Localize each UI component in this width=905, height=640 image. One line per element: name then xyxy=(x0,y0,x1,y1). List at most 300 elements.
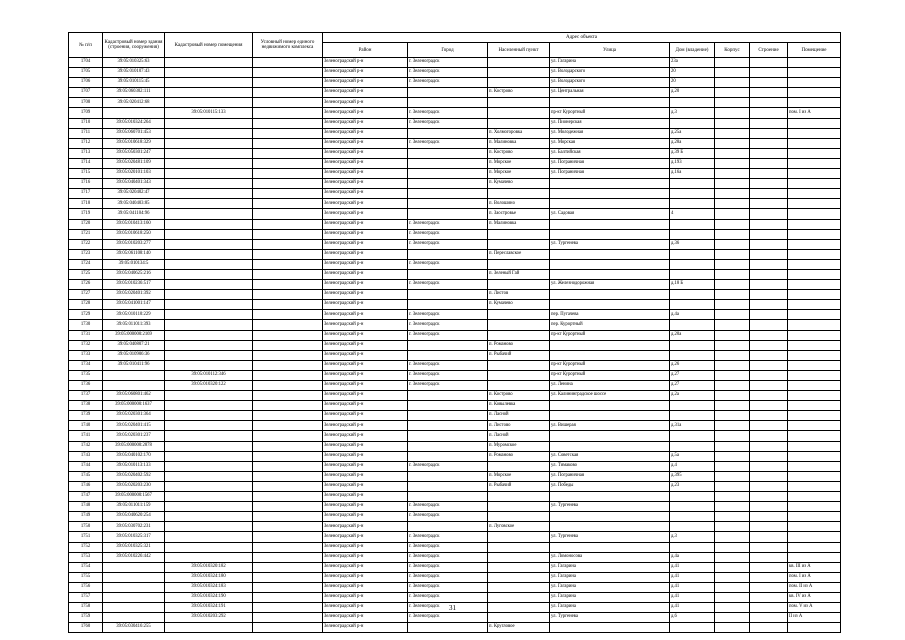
cell-district: Зеленоградский р-н xyxy=(323,189,408,199)
cell-city: г. Зеленоградск xyxy=(408,330,488,340)
cell-district: Зеленоградский р-н xyxy=(323,118,408,128)
cell-house: д.41 xyxy=(670,572,715,582)
cell-street: ул. Гагарина xyxy=(550,592,670,602)
table-row xyxy=(69,502,841,512)
cell-house: д.23 xyxy=(670,481,715,491)
cell-pomeschenie xyxy=(788,98,841,108)
cell-korpus xyxy=(715,492,750,502)
table-row xyxy=(69,68,841,78)
cell-pomeschenie xyxy=(788,421,841,431)
cell-korpus xyxy=(715,542,750,552)
cell-street: пр-кт Курортный xyxy=(550,330,670,340)
table-header xyxy=(69,33,841,58)
cell-settlement xyxy=(488,239,550,249)
cell-house: д.41 xyxy=(670,592,715,602)
cell-kad-room xyxy=(165,128,253,138)
cell-street: ул. Железнодорожная xyxy=(550,280,670,290)
cell-city xyxy=(408,128,488,138)
cell-district: Зеленоградский р-н xyxy=(323,179,408,189)
cell-stroenie xyxy=(750,552,788,562)
cell-num: 1738 xyxy=(69,401,103,411)
cell-pomeschenie xyxy=(788,88,841,98)
cell-num: 1758 xyxy=(69,603,103,613)
cell-cond-num xyxy=(253,128,323,138)
cell-kad-room xyxy=(165,330,253,340)
table-row xyxy=(69,340,841,350)
cell-settlement: п. Муромское xyxy=(488,441,550,451)
cell-stroenie xyxy=(750,401,788,411)
cell-pomeschenie xyxy=(788,340,841,350)
cell-city xyxy=(408,411,488,421)
cell-kad-room xyxy=(165,310,253,320)
cell-kad-room xyxy=(165,209,253,219)
cell-house: 20 xyxy=(670,68,715,78)
cell-num: 1711 xyxy=(69,128,103,138)
cell-kad-room xyxy=(165,401,253,411)
table-row xyxy=(69,169,841,179)
table-body xyxy=(69,58,841,633)
cell-district: Зеленоградский р-н xyxy=(323,381,408,391)
cell-house: 20 xyxy=(670,78,715,88)
cell-num: 1746 xyxy=(69,481,103,491)
table-row xyxy=(69,290,841,300)
table-row xyxy=(69,118,841,128)
cell-cond-num xyxy=(253,451,323,461)
cell-stroenie xyxy=(750,381,788,391)
cell-stroenie xyxy=(750,148,788,158)
cell-cond-num xyxy=(253,189,323,199)
cell-stroenie xyxy=(750,58,788,68)
cell-korpus xyxy=(715,108,750,118)
cell-kad-building xyxy=(103,381,165,391)
cell-city xyxy=(408,441,488,451)
cell-district: Зеленоградский р-н xyxy=(323,360,408,370)
table-row xyxy=(69,532,841,542)
cell-district: Зеленоградский р-н xyxy=(323,411,408,421)
cell-kad-room xyxy=(165,199,253,209)
cell-kad-room xyxy=(165,189,253,199)
cell-settlement xyxy=(488,98,550,108)
cell-stroenie xyxy=(750,189,788,199)
cell-cond-num xyxy=(253,158,323,168)
cell-settlement: п. Кострово xyxy=(488,88,550,98)
cell-house: д.4а xyxy=(670,552,715,562)
cell-city: г. Зеленоградск xyxy=(408,58,488,68)
cell-house xyxy=(670,179,715,189)
cell-cond-num xyxy=(253,552,323,562)
cell-district: Зеленоградский р-н xyxy=(323,481,408,491)
table-row xyxy=(69,381,841,391)
cell-korpus xyxy=(715,300,750,310)
cell-house xyxy=(670,219,715,229)
cell-kad-room xyxy=(165,290,253,300)
cell-num: 1715 xyxy=(69,169,103,179)
cell-street: ул. Балтийская xyxy=(550,148,670,158)
cell-house: д.41 xyxy=(670,603,715,613)
cell-street: пер. Курортный xyxy=(550,320,670,330)
cell-korpus xyxy=(715,148,750,158)
cell-city: г. Зеленоградск xyxy=(408,572,488,582)
cell-city xyxy=(408,158,488,168)
cell-korpus xyxy=(715,229,750,239)
cell-city: г. Зеленоградск xyxy=(408,502,488,512)
cell-korpus xyxy=(715,280,750,290)
cell-stroenie xyxy=(750,451,788,461)
table-row xyxy=(69,582,841,592)
cell-cond-num xyxy=(253,98,323,108)
cell-korpus xyxy=(715,320,750,330)
cell-district: Зеленоградский р-н xyxy=(323,58,408,68)
cell-city: г. Зеленоградск xyxy=(408,138,488,148)
cell-num: 1752 xyxy=(69,542,103,552)
cell-pomeschenie: пом. II из А xyxy=(788,582,841,592)
cell-kad-building: 39:05:010226:442 xyxy=(103,552,165,562)
cell-street: ул. Центральная xyxy=(550,88,670,98)
cell-kad-room xyxy=(165,320,253,330)
cell-street: ул. Садовая xyxy=(550,209,670,219)
cell-kad-building: 39:05:010110:229 xyxy=(103,310,165,320)
header-address-group: Адрес объекта xyxy=(323,33,841,43)
cell-cond-num xyxy=(253,290,323,300)
cell-kad-room xyxy=(165,350,253,360)
cell-cond-num xyxy=(253,340,323,350)
cell-city xyxy=(408,431,488,441)
cell-kad-room xyxy=(165,280,253,290)
cell-street xyxy=(550,522,670,532)
cell-kad-room xyxy=(165,512,253,522)
cell-stroenie xyxy=(750,391,788,401)
cell-kad-room xyxy=(165,340,253,350)
cell-settlement xyxy=(488,592,550,602)
cell-stroenie xyxy=(750,239,788,249)
cell-city xyxy=(408,522,488,532)
cell-pomeschenie xyxy=(788,391,841,401)
table-row xyxy=(69,562,841,572)
cell-kad-building xyxy=(103,562,165,572)
table-row xyxy=(69,350,841,360)
cell-house: д.6 xyxy=(670,613,715,623)
cell-street xyxy=(550,259,670,269)
cell-house: д.16а xyxy=(670,169,715,179)
cell-korpus xyxy=(715,138,750,148)
cell-stroenie xyxy=(750,613,788,623)
cell-num: 1719 xyxy=(69,209,103,219)
cell-house: д.36 xyxy=(670,239,715,249)
cell-city: г. Зеленоградск xyxy=(408,219,488,229)
cell-settlement xyxy=(488,562,550,572)
table-row xyxy=(69,512,841,522)
cell-stroenie xyxy=(750,542,788,552)
cell-kad-room: 39:05:010324:180 xyxy=(165,572,253,582)
cell-kad-building: 39:05:010115:45 xyxy=(103,78,165,88)
cell-city: г. Зеленоградск xyxy=(408,320,488,330)
cell-street: ул. Володарского xyxy=(550,68,670,78)
cell-city: г. Зеленоградск xyxy=(408,310,488,320)
table-row xyxy=(69,229,841,239)
cell-district: Зеленоградский р-н xyxy=(323,199,408,209)
cell-street: ул. Гагарина xyxy=(550,572,670,582)
cell-num: 1754 xyxy=(69,562,103,572)
cell-cond-num xyxy=(253,310,323,320)
cell-cond-num xyxy=(253,179,323,189)
cell-kad-room xyxy=(165,118,253,128)
cell-kad-room: 39:05:010320:182 xyxy=(165,562,253,572)
cell-district: Зеленоградский р-н xyxy=(323,98,408,108)
cell-kad-building: 39:05:000000:1567 xyxy=(103,492,165,502)
cell-street: ул. Гагарина xyxy=(550,562,670,572)
registry-table xyxy=(68,32,841,633)
cell-pomeschenie xyxy=(788,280,841,290)
cell-kad-building: 39:05:041001:147 xyxy=(103,300,165,310)
cell-cond-num xyxy=(253,300,323,310)
cell-pomeschenie xyxy=(788,138,841,148)
cell-house xyxy=(670,411,715,421)
cell-korpus xyxy=(715,290,750,300)
header-cond-num: Условный номер единого недвижимого комплекса xyxy=(253,33,323,58)
cell-num: 1729 xyxy=(69,310,103,320)
cell-num: 1737 xyxy=(69,391,103,401)
cell-house: д.41 xyxy=(670,582,715,592)
cell-kad-room xyxy=(165,492,253,502)
cell-street xyxy=(550,269,670,279)
cell-pomeschenie xyxy=(788,58,841,68)
cell-stroenie xyxy=(750,431,788,441)
cell-num: 1728 xyxy=(69,300,103,310)
cell-korpus xyxy=(715,68,750,78)
cell-cond-num xyxy=(253,411,323,421)
cell-house xyxy=(670,522,715,532)
cell-num: 1753 xyxy=(69,552,103,562)
cell-korpus xyxy=(715,471,750,481)
cell-cond-num xyxy=(253,370,323,380)
cell-house xyxy=(670,502,715,512)
table-row xyxy=(69,411,841,421)
cell-korpus xyxy=(715,411,750,421)
cell-district: Зеленоградский р-н xyxy=(323,562,408,572)
cell-kad-building: 39:05:010325:63 xyxy=(103,58,165,68)
cell-district: Зеленоградский р-н xyxy=(323,532,408,542)
cell-settlement xyxy=(488,68,550,78)
cell-stroenie xyxy=(750,259,788,269)
cell-district: Зеленоградский р-н xyxy=(323,229,408,239)
cell-cond-num xyxy=(253,421,323,431)
cell-house: д.27 xyxy=(670,381,715,391)
cell-settlement xyxy=(488,613,550,623)
cell-pomeschenie xyxy=(788,522,841,532)
cell-stroenie xyxy=(750,572,788,582)
cell-street: пер. Пугачева xyxy=(550,310,670,320)
cell-kad-room: 39:05:010320:122 xyxy=(165,381,253,391)
cell-stroenie xyxy=(750,169,788,179)
cell-cond-num xyxy=(253,391,323,401)
cell-district: Зеленоградский р-н xyxy=(323,320,408,330)
header-korpus: Корпус xyxy=(715,43,750,58)
cell-cond-num xyxy=(253,532,323,542)
cell-pomeschenie xyxy=(788,320,841,330)
cell-house: д.193 xyxy=(670,158,715,168)
cell-cond-num xyxy=(253,350,323,360)
cell-korpus xyxy=(715,78,750,88)
cell-city: г. Зеленоградск xyxy=(408,532,488,542)
cell-cond-num xyxy=(253,381,323,391)
cell-num: 1707 xyxy=(69,88,103,98)
cell-settlement xyxy=(488,532,550,542)
cell-num: 1717 xyxy=(69,189,103,199)
cell-pomeschenie: пом. V из А xyxy=(788,603,841,613)
cell-korpus xyxy=(715,441,750,451)
cell-kad-room xyxy=(165,269,253,279)
cell-num: 1709 xyxy=(69,108,103,118)
cell-house xyxy=(670,441,715,451)
cell-korpus xyxy=(715,381,750,391)
cell-city: г. Зеленоградск xyxy=(408,239,488,249)
cell-house xyxy=(670,350,715,360)
cell-settlement: п. Ласной xyxy=(488,431,550,441)
cell-stroenie xyxy=(750,360,788,370)
cell-settlement xyxy=(488,502,550,512)
cell-settlement: п. Листово xyxy=(488,421,550,431)
cell-house xyxy=(670,98,715,108)
cell-settlement: п. Ковылевка xyxy=(488,401,550,411)
cell-cond-num xyxy=(253,401,323,411)
cell-num: 1726 xyxy=(69,280,103,290)
cell-num: 1747 xyxy=(69,492,103,502)
cell-street: ул. Тургенева xyxy=(550,613,670,623)
cell-kad-room xyxy=(165,360,253,370)
cell-street: ул. Тургенева xyxy=(550,239,670,249)
cell-house xyxy=(670,189,715,199)
cell-kad-room xyxy=(165,542,253,552)
cell-settlement xyxy=(488,512,550,522)
cell-kad-building: 39:05:020412:68 xyxy=(103,98,165,108)
cell-stroenie xyxy=(750,88,788,98)
cell-district: Зеленоградский р-н xyxy=(323,128,408,138)
cell-cond-num xyxy=(253,259,323,269)
cell-korpus xyxy=(715,592,750,602)
cell-cond-num xyxy=(253,68,323,78)
cell-street xyxy=(550,179,670,189)
table-row xyxy=(69,441,841,451)
cell-cond-num xyxy=(253,492,323,502)
cell-stroenie xyxy=(750,219,788,229)
table-row xyxy=(69,552,841,562)
cell-cond-num xyxy=(253,572,323,582)
cell-cond-num xyxy=(253,148,323,158)
cell-settlement xyxy=(488,552,550,562)
cell-kad-building xyxy=(103,592,165,602)
cell-settlement: п. Кострово xyxy=(488,391,550,401)
cell-stroenie xyxy=(750,280,788,290)
cell-num: 1721 xyxy=(69,229,103,239)
cell-pomeschenie xyxy=(788,481,841,491)
cell-kad-room xyxy=(165,148,253,158)
cell-num: 1736 xyxy=(69,381,103,391)
cell-pomeschenie xyxy=(788,431,841,441)
table-row xyxy=(69,623,841,633)
cell-pomeschenie: кв. III из А xyxy=(788,562,841,572)
table-row xyxy=(69,370,841,380)
table-row xyxy=(69,522,841,532)
cell-stroenie xyxy=(750,502,788,512)
cell-stroenie xyxy=(750,98,788,108)
cell-house: д.3 xyxy=(670,108,715,118)
cell-stroenie xyxy=(750,592,788,602)
cell-settlement: п. Кострово xyxy=(488,148,550,158)
cell-cond-num xyxy=(253,320,323,330)
cell-kad-room xyxy=(165,502,253,512)
cell-kad-building xyxy=(103,613,165,623)
cell-kad-room xyxy=(165,169,253,179)
cell-kad-room xyxy=(165,451,253,461)
cell-kad-building: 39:05:040102:170 xyxy=(103,451,165,461)
cell-kad-room xyxy=(165,259,253,269)
table-row xyxy=(69,330,841,340)
cell-num: 1743 xyxy=(69,451,103,461)
cell-num: 1759 xyxy=(69,613,103,623)
cell-pomeschenie xyxy=(788,169,841,179)
cell-kad-building: 39:05:000000:2169 xyxy=(103,330,165,340)
cell-kad-room xyxy=(165,68,253,78)
cell-pomeschenie xyxy=(788,78,841,88)
cell-num: 1742 xyxy=(69,441,103,451)
cell-house xyxy=(670,300,715,310)
cell-street: ул. Вишерая xyxy=(550,421,670,431)
cell-settlement xyxy=(488,360,550,370)
cell-settlement: п. Волошино xyxy=(488,199,550,209)
header-district: Район xyxy=(323,43,408,58)
cell-cond-num xyxy=(253,330,323,340)
cell-stroenie xyxy=(750,269,788,279)
cell-district: Зеленоградский р-н xyxy=(323,310,408,320)
cell-cond-num xyxy=(253,138,323,148)
cell-kad-building xyxy=(103,572,165,582)
cell-pomeschenie xyxy=(788,68,841,78)
cell-korpus xyxy=(715,128,750,138)
cell-settlement: п. Кругловое xyxy=(488,623,550,633)
cell-settlement: п. Переславское xyxy=(488,249,550,259)
cell-korpus xyxy=(715,562,750,572)
table-row xyxy=(69,592,841,602)
cell-street: ул. Молодежная xyxy=(550,128,670,138)
cell-house: д.39 Б xyxy=(670,148,715,158)
cell-pomeschenie xyxy=(788,492,841,502)
table-row xyxy=(69,572,841,582)
cell-korpus xyxy=(715,179,750,189)
cell-stroenie xyxy=(750,522,788,532)
cell-cond-num xyxy=(253,239,323,249)
cell-korpus xyxy=(715,512,750,522)
table-row xyxy=(69,461,841,471)
cell-pomeschenie xyxy=(788,401,841,411)
cell-pomeschenie xyxy=(788,219,841,229)
cell-cond-num xyxy=(253,169,323,179)
cell-settlement: п. Романово xyxy=(488,451,550,461)
cell-settlement: п. Малиновка xyxy=(488,138,550,148)
cell-kad-room xyxy=(165,431,253,441)
cell-settlement xyxy=(488,280,550,290)
cell-city: г. Зеленоградск xyxy=(408,259,488,269)
cell-num: 1722 xyxy=(69,239,103,249)
table-row xyxy=(69,158,841,168)
cell-street xyxy=(550,512,670,522)
cell-kad-building: 39:05:030416:255 xyxy=(103,623,165,633)
page-number: 31 xyxy=(449,604,456,612)
cell-korpus xyxy=(715,158,750,168)
cell-pomeschenie xyxy=(788,512,841,522)
cell-settlement: п. Малиновка xyxy=(488,219,550,229)
cell-stroenie xyxy=(750,461,788,471)
cell-pomeschenie xyxy=(788,350,841,360)
